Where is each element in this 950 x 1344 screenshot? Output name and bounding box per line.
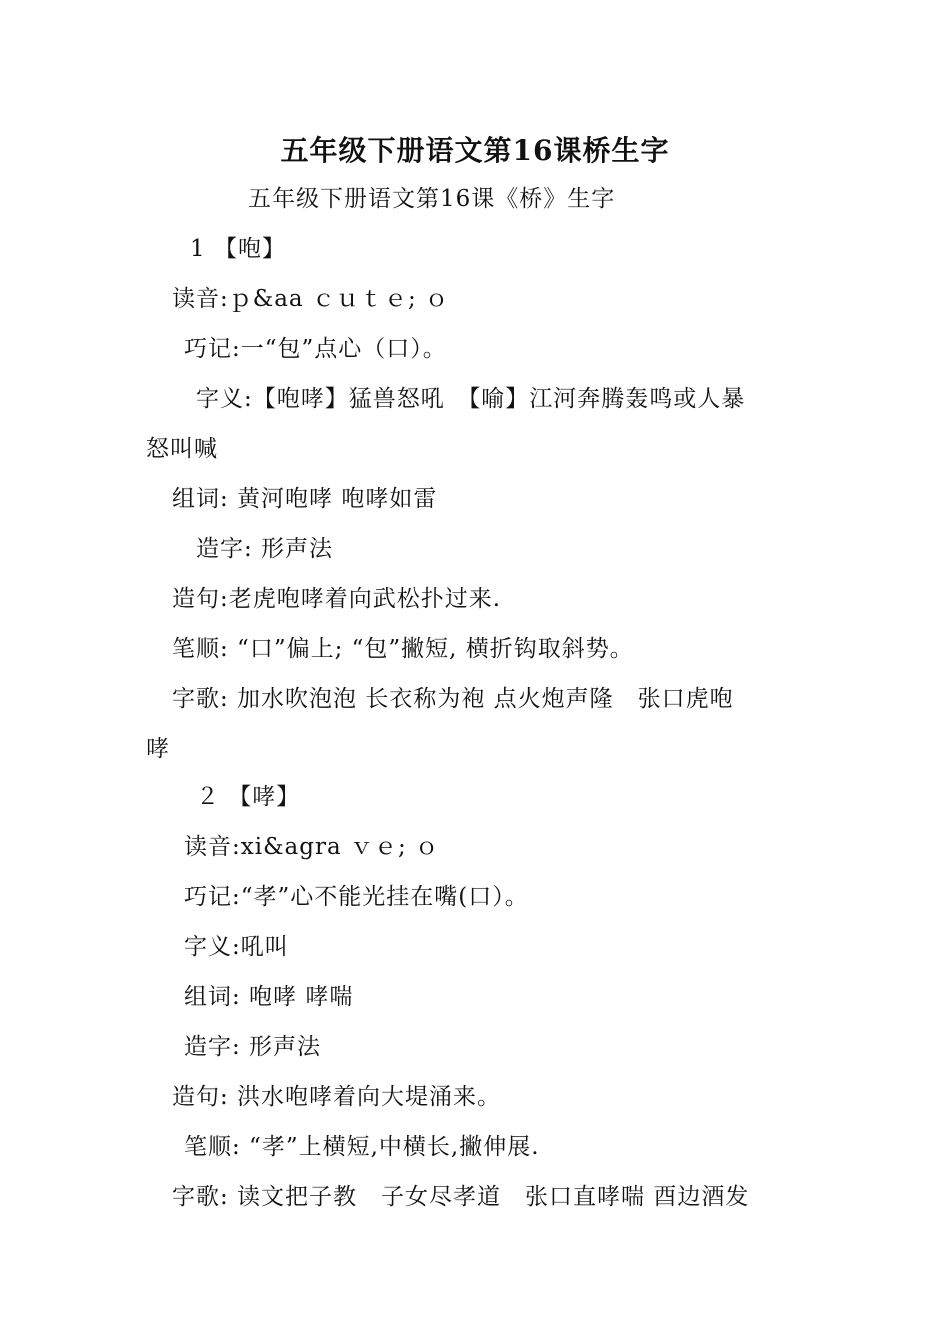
sentence-2: 造句: 洪水咆哮着向大堤涌来。 [172,1084,502,1110]
rhyme-2: 字歌: 读文把子教 子女尽孝道 张口直哮喘 酉边酒发 [172,1184,750,1210]
meaning-2: 字义:吼叫 [184,934,289,960]
rhyme-1-cont: 哮 [146,736,170,762]
meaning-1: 字义:【咆哮】猛兽怒吼 【喻】江河奔腾轰鸣或人暴 [196,386,746,412]
stroke-order-1: 笔顺: “口”偏上; “包”撇短, 横折钩取斜势。 [172,636,634,662]
formation-1: 造字: 形声法 [196,536,334,562]
pronunciation-1: 读音:ｐ&aa ｃｕｔｅ; ｏ [172,286,450,312]
pronunciation-2: 读音:xi&agra ｖｅ; ｏ [184,834,440,860]
words-1: 组词: 黄河咆哮 咆哮如雷 [172,486,438,512]
page-title: 五年级下册语文第16课桥生字 [280,134,670,167]
memory-tip-2: 巧记:“孝”心不能光挂在嘴(口）。 [184,884,529,910]
subtitle: 五年级下册语文第16课《桥》生字 [248,186,616,212]
formation-2: 造字: 形声法 [184,1034,322,1060]
rhyme-1: 字歌: 加水吹泡泡 长衣称为袍 点火炮声隆 张口虎咆 [172,686,734,712]
words-2: 组词: 咆哮 哮喘 [184,984,354,1010]
entry-heading-2: ２ 【哮】 [196,784,301,810]
entry-heading-1: 1 【咆】 [190,236,286,262]
sentence-1: 造句:老虎咆哮着向武松扑过来. [172,586,502,612]
memory-tip-1: 巧记:一“包”点心（口）。 [184,336,447,362]
stroke-order-2: 笔顺: “孝”上横短,中横长,撇伸展. [184,1134,540,1160]
meaning-1-cont: 怒叫喊 [146,436,218,462]
